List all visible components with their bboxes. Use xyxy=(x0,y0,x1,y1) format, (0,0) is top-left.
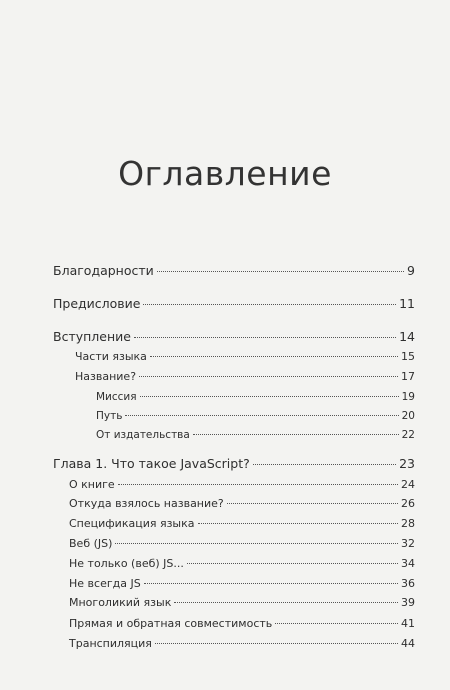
toc-entry-page: 19 xyxy=(401,391,415,403)
toc-entry-page: 17 xyxy=(401,370,415,383)
toc-entry-page: 9 xyxy=(407,263,415,278)
toc-entry[interactable] xyxy=(53,456,415,471)
toc-entry-page: 44 xyxy=(401,637,415,650)
toc-entry-label: Спецификация языка xyxy=(69,517,195,530)
dot-leader xyxy=(134,336,396,338)
toc-entry-label: Вступление xyxy=(53,329,131,344)
toc-entry-label: Не всегда JS xyxy=(69,577,141,590)
dot-leader xyxy=(150,355,398,357)
toc-entry-page: 39 xyxy=(401,596,415,609)
dot-leader xyxy=(140,395,399,397)
toc-entry-page: 15 xyxy=(401,350,415,363)
toc-entry[interactable] xyxy=(69,637,415,650)
toc-entry[interactable] xyxy=(53,329,415,344)
toc-entry-page: 11 xyxy=(399,296,415,311)
toc-entry-page: 36 xyxy=(401,577,415,590)
toc-entry-label: Миссия xyxy=(96,391,137,403)
toc-entry-label: От издательства xyxy=(96,429,190,441)
toc-entry[interactable] xyxy=(69,517,415,530)
dot-leader xyxy=(115,542,398,544)
toc-entry-page: 26 xyxy=(401,497,415,510)
toc-entry-page: 14 xyxy=(399,329,415,344)
toc-entry[interactable] xyxy=(69,577,415,590)
dot-leader xyxy=(144,582,398,584)
toc-entry-page: 23 xyxy=(399,456,415,471)
toc-entry[interactable] xyxy=(69,596,415,609)
toc-entry-label: Глава 1. Что такое JavaScript? xyxy=(53,456,250,471)
toc-entry[interactable] xyxy=(69,478,415,491)
dot-leader xyxy=(193,433,399,435)
dot-leader xyxy=(157,270,404,272)
table-of-contents xyxy=(53,0,415,690)
toc-entry[interactable] xyxy=(96,429,415,441)
toc-entry-label: Название? xyxy=(75,370,137,383)
toc-entry-label: Благодарности xyxy=(53,263,154,278)
toc-entry-page: 24 xyxy=(401,478,415,491)
toc-entry-label: Многоликий язык xyxy=(69,596,172,609)
toc-entry[interactable] xyxy=(69,617,415,630)
toc-entry-label: Не только (веб) JS... xyxy=(69,557,184,570)
toc-entry[interactable] xyxy=(53,296,415,311)
toc-entry-label: Предисловие xyxy=(53,296,141,311)
dot-leader xyxy=(187,562,398,564)
dot-leader xyxy=(227,502,398,504)
toc-entry-label: Веб (JS) xyxy=(69,537,113,550)
page-title: Оглавление xyxy=(118,154,332,194)
toc-entry[interactable] xyxy=(53,263,415,278)
toc-entry-page: 32 xyxy=(401,537,415,550)
dot-leader xyxy=(253,463,396,465)
toc-entry[interactable] xyxy=(96,410,415,422)
toc-entry-label: Части языка xyxy=(75,350,147,363)
toc-entry-page: 34 xyxy=(401,557,415,570)
toc-entry-page: 20 xyxy=(401,410,415,422)
toc-entry-label: Откуда взялось название? xyxy=(69,497,224,510)
toc-entry-page: 41 xyxy=(401,617,415,630)
toc-entry[interactable] xyxy=(69,497,415,510)
dot-leader xyxy=(174,601,398,603)
toc-entry-label: Транспиляция xyxy=(69,637,152,650)
toc-entry[interactable] xyxy=(75,350,415,363)
toc-entry[interactable] xyxy=(69,557,415,570)
toc-entry-label: О книге xyxy=(69,478,115,491)
toc-entry-page: 22 xyxy=(401,429,415,441)
toc-entry[interactable] xyxy=(69,537,415,550)
dot-leader xyxy=(275,622,398,624)
dot-leader xyxy=(143,303,396,305)
dot-leader xyxy=(198,522,398,524)
dot-leader xyxy=(118,483,398,485)
toc-entry[interactable] xyxy=(96,391,415,403)
dot-leader xyxy=(155,642,398,644)
dot-leader xyxy=(125,414,398,416)
toc-entry-label: Прямая и обратная совместимость xyxy=(69,617,273,630)
toc-entry-page: 28 xyxy=(401,517,415,530)
toc-entry[interactable] xyxy=(75,370,415,383)
toc-entry-label: Путь xyxy=(96,410,123,422)
dot-leader xyxy=(139,375,398,377)
